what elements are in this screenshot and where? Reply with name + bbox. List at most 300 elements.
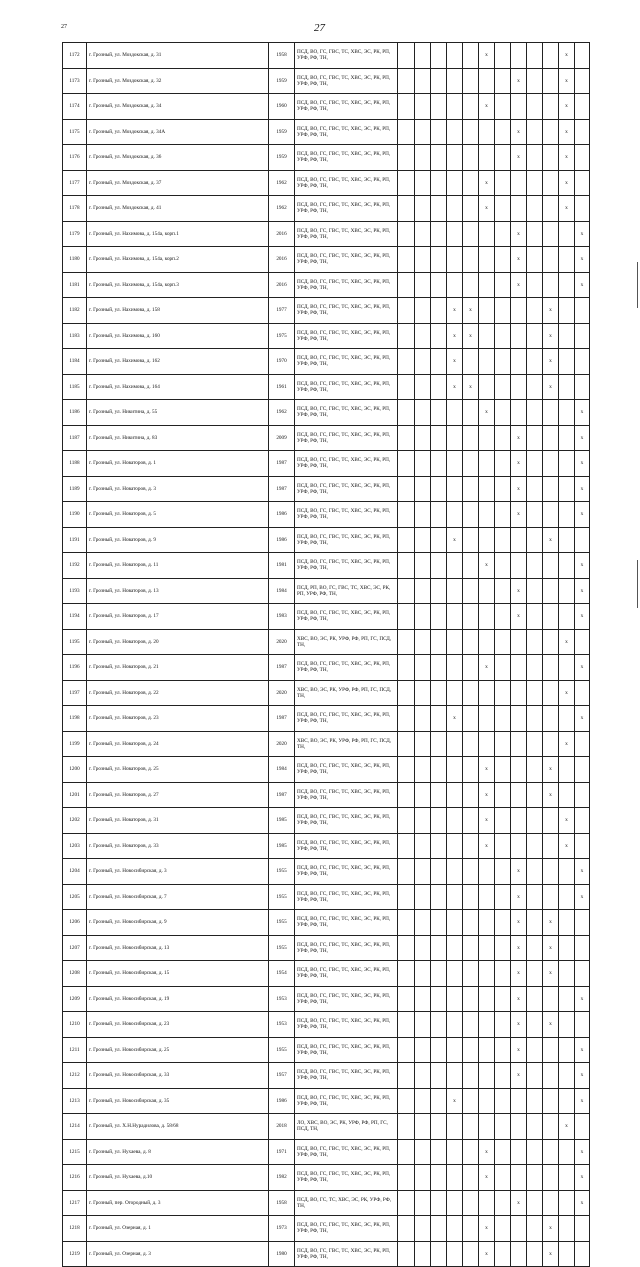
works-cell: ПСД, ВО, ГС, ГВС, ТС, ХВС, ЭС, РК, РП, УРФ, РФ, ТН, [295,757,398,783]
mark-cell [495,1114,511,1140]
mark-cell [398,578,415,604]
address-cell: г. Грозный, ул. Новаторов, д. 1 [87,451,269,477]
address-cell: г. Грозный, ул. Новосибирская, д. 13 [87,935,269,961]
mark-cell [431,757,447,783]
mark-cell [495,1165,511,1191]
works-cell: ПСД, ВО, ГС, ГВС, ТС, ХВС, ЭС, РК, РП, УРФ, РФ, ТН, [295,374,398,400]
mark-cell [415,553,431,579]
mark-cell [463,553,479,579]
mark-cell [398,629,415,655]
mark-cell [447,425,463,451]
mark-cell [543,986,559,1012]
mark-cell [559,655,575,681]
table-row [63,221,590,247]
mark-cell [527,400,543,426]
mark-cell [398,1241,415,1267]
mark-cell [575,1012,590,1038]
year-cell: 1959 [269,119,295,145]
year-cell: 1984 [269,578,295,604]
mark-cell [479,680,495,706]
year-cell: 2020 [269,680,295,706]
mark-cell [495,1216,511,1242]
mark-cell [447,94,463,120]
table-row [63,170,590,196]
mark-cell [479,349,495,375]
mark-cell: x [543,782,559,808]
mark-cell [495,808,511,834]
row-number: 1185 [63,374,87,400]
mark-cell [463,604,479,630]
mark-cell [463,1190,479,1216]
mark-cell [559,1088,575,1114]
mark-cell [495,374,511,400]
mark-cell [559,961,575,987]
row-number: 1198 [63,706,87,732]
mark-cell: x [543,910,559,936]
row-number: 1207 [63,935,87,961]
mark-cell [559,400,575,426]
mark-cell [463,1165,479,1191]
table-row [63,757,590,783]
table-row [63,425,590,451]
works-cell: ПСД, ВО, ГС, ГВС, ТС, ХВС, ЭС, РК, РП, УРФ, РФ, ТН, [295,1216,398,1242]
year-cell: 1975 [269,323,295,349]
mark-cell [527,1037,543,1063]
mark-cell [398,476,415,502]
mark-cell [398,782,415,808]
mark-cell [495,655,511,681]
mark-cell [415,731,431,757]
mark-cell [495,1139,511,1165]
mark-cell [463,527,479,553]
mark-cell [511,757,527,783]
mark-cell [511,43,527,69]
address-cell: г. Грозный, ул. Новаторов, д. 9 [87,527,269,553]
year-cell: 1973 [269,1216,295,1242]
mark-cell [447,1063,463,1089]
mark-cell [447,451,463,477]
year-cell: 1987 [269,706,295,732]
mark-cell [559,221,575,247]
mark-cell [479,1012,495,1038]
mark-cell: x [511,425,527,451]
table-row [63,451,590,477]
mark-cell [447,400,463,426]
mark-cell [479,476,495,502]
works-cell: ПСД, ВО, ГС, ГВС, ТС, ХВС, ЭС, РК, РП, УРФ, РФ, ТН, [295,221,398,247]
year-cell: 1955 [269,1037,295,1063]
mark-cell [479,629,495,655]
mark-cell [527,731,543,757]
mark-cell [431,986,447,1012]
mark-cell [463,935,479,961]
mark-cell [575,323,590,349]
mark-cell [447,1190,463,1216]
row-number: 1210 [63,1012,87,1038]
mark-cell: x [447,349,463,375]
mark-cell [463,170,479,196]
mark-cell: x [511,1037,527,1063]
row-number: 1192 [63,553,87,579]
mark-cell [415,1190,431,1216]
mark-cell [463,859,479,885]
address-cell: г. Грозный, ул. Нахимова, д. 164 [87,374,269,400]
works-cell: ПСД, ВО, ГС, ГВС, ТС, ХВС, ЭС, РК, РП, УРФ, РФ, ТН, [295,119,398,145]
mark-cell [447,1165,463,1191]
mark-cell [415,400,431,426]
mark-cell: x [559,1114,575,1140]
mark-cell [511,527,527,553]
mark-cell [431,527,447,553]
year-cell: 1985 [269,833,295,859]
mark-cell: x [575,578,590,604]
mark-cell [463,94,479,120]
mark-cell [527,1063,543,1089]
mark-cell [543,1037,559,1063]
table-row [63,680,590,706]
mark-cell: x [543,1216,559,1242]
table-row [63,196,590,222]
mark-cell [495,272,511,298]
mark-cell [511,196,527,222]
mark-cell [398,1037,415,1063]
mark-cell [447,476,463,502]
year-cell: 1961 [269,374,295,400]
mark-cell [511,1088,527,1114]
mark-cell [527,247,543,273]
mark-cell [463,757,479,783]
mark-cell [447,884,463,910]
row-number: 1181 [63,272,87,298]
year-cell: 1958 [269,43,295,69]
table-row [63,1139,590,1165]
mark-cell: x [511,604,527,630]
mark-cell [511,1114,527,1140]
year-cell: 1986 [269,527,295,553]
mark-cell [431,1139,447,1165]
mark-cell [559,1190,575,1216]
mark-cell: x [511,884,527,910]
mark-cell [543,553,559,579]
mark-cell [495,221,511,247]
mark-cell: x [575,1139,590,1165]
mark-cell: x [511,859,527,885]
year-cell: 1987 [269,782,295,808]
row-number: 1211 [63,1037,87,1063]
address-cell: г. Грозный, пер. Огородный, д. 3 [87,1190,269,1216]
table-row [63,808,590,834]
mark-cell [463,1088,479,1114]
mark-cell [543,884,559,910]
mark-cell [463,655,479,681]
mark-cell: x [479,196,495,222]
mark-cell [495,910,511,936]
year-cell: 2018 [269,1114,295,1140]
row-number: 1214 [63,1114,87,1140]
mark-cell [447,68,463,94]
table-row [63,298,590,324]
row-number: 1190 [63,502,87,528]
mark-cell [511,833,527,859]
mark-cell [463,1241,479,1267]
mark-cell [527,170,543,196]
page-edge-mark [637,560,638,608]
mark-cell [415,757,431,783]
row-number: 1175 [63,119,87,145]
mark-cell [447,553,463,579]
mark-cell: x [479,1165,495,1191]
mark-cell [415,604,431,630]
mark-cell: x [511,145,527,171]
mark-cell: x [575,604,590,630]
mark-cell [575,731,590,757]
address-cell: г. Грозный, ул. Моздокская, д. 31 [87,43,269,69]
mark-cell [527,808,543,834]
works-cell: ПСД, ВО, ГС, ГВС, ТС, ХВС, ЭС, РК, РП, УРФ, РФ, ТН, [295,1139,398,1165]
mark-cell [431,374,447,400]
mark-cell [447,808,463,834]
mark-cell: x [447,298,463,324]
address-cell: г. Грозный, ул. Никитина, д. 83 [87,425,269,451]
row-number: 1206 [63,910,87,936]
mark-cell [398,986,415,1012]
mark-cell [463,578,479,604]
page-edge-mark [637,262,638,308]
mark-cell: x [559,808,575,834]
mark-cell [447,833,463,859]
row-number: 1203 [63,833,87,859]
mark-cell: x [559,68,575,94]
mark-cell: x [575,986,590,1012]
mark-cell: x [479,1139,495,1165]
mark-cell [559,1241,575,1267]
mark-cell [415,1216,431,1242]
address-cell: г. Грозный, ул. Новаторов, д. 5 [87,502,269,528]
mark-cell [463,1037,479,1063]
row-number: 1178 [63,196,87,222]
mark-cell [527,578,543,604]
mark-cell [415,884,431,910]
mark-cell [431,476,447,502]
mark-cell [575,808,590,834]
mark-cell [415,1088,431,1114]
mark-cell [575,757,590,783]
mark-cell [575,1241,590,1267]
mark-cell [575,833,590,859]
address-cell: г. Грозный, ул. Нахимова, д. 160 [87,323,269,349]
mark-cell: x [479,782,495,808]
mark-cell [398,43,415,69]
mark-cell [559,553,575,579]
mark-cell [543,1063,559,1089]
address-cell: г. Грозный, ул. Моздокская, д. 41 [87,196,269,222]
table-row [63,400,590,426]
mark-cell [479,374,495,400]
row-number: 1177 [63,170,87,196]
mark-cell [447,196,463,222]
mark-cell: x [447,527,463,553]
mark-cell [559,1037,575,1063]
mark-cell [543,680,559,706]
works-cell: ЛО, ХВС, ВО, ЭС, РК, УРФ, РФ, РП, ГС, ПСД, ТН, [295,1114,398,1140]
works-cell: ПСД, ВО, ГС, ТС, ХВС, ЭС, РК, УРФ, РФ, ТН, [295,1190,398,1216]
year-cell: 2016 [269,247,295,273]
mark-cell [527,986,543,1012]
mark-cell [527,43,543,69]
mark-cell [431,910,447,936]
mark-cell [463,706,479,732]
mark-cell [527,349,543,375]
mark-cell [431,655,447,681]
table-row [63,1012,590,1038]
works-cell: ПСД, ВО, ГС, ГВС, ТС, ХВС, ЭС, РК, РП, УРФ, РФ, ТН, [295,1088,398,1114]
mark-cell [479,68,495,94]
mark-cell [398,502,415,528]
works-cell: ХВС, ВО, ЭС, РК, УРФ, РФ, РП, ГС, ПСД, ТН, [295,629,398,655]
mark-cell [415,323,431,349]
mark-cell: x [559,94,575,120]
row-number: 1218 [63,1216,87,1242]
mark-cell [447,1216,463,1242]
mark-cell [527,757,543,783]
mark-cell [479,527,495,553]
mark-cell [511,349,527,375]
mark-cell [415,247,431,273]
row-number: 1217 [63,1190,87,1216]
mark-cell [398,94,415,120]
mark-cell [527,1241,543,1267]
mark-cell [431,196,447,222]
table-row [63,706,590,732]
mark-cell [527,910,543,936]
mark-cell: x [543,961,559,987]
row-number: 1189 [63,476,87,502]
works-cell: ПСД, ВО, ГС, ГВС, ТС, ХВС, ЭС, РК, РП, УРФ, РФ, ТН, [295,272,398,298]
mark-cell [495,731,511,757]
mark-cell [575,680,590,706]
mark-cell: x [575,1037,590,1063]
mark-cell: x [559,196,575,222]
mark-cell [398,833,415,859]
works-cell: ПСД, ВО, ГС, ГВС, ТС, ХВС, ЭС, РК, РП, УРФ, РФ, ТН, [295,323,398,349]
mark-cell [543,145,559,171]
mark-cell [559,884,575,910]
mark-cell [398,1165,415,1191]
mark-cell [398,527,415,553]
year-cell: 1955 [269,884,295,910]
mark-cell: x [479,655,495,681]
row-number: 1199 [63,731,87,757]
mark-cell [511,1216,527,1242]
row-number: 1195 [63,629,87,655]
row-number: 1184 [63,349,87,375]
mark-cell [447,578,463,604]
mark-cell: x [511,502,527,528]
mark-cell [463,782,479,808]
mark-cell: x [543,323,559,349]
mark-cell: x [447,323,463,349]
mark-cell [495,451,511,477]
mark-cell [559,604,575,630]
mark-cell [431,1241,447,1267]
year-cell: 1971 [269,1139,295,1165]
mark-cell [463,272,479,298]
works-cell: ПСД, ВО, ГС, ГВС, ТС, ХВС, ЭС, РК, РП, УРФ, РФ, ТН, [295,935,398,961]
address-cell: г. Грозный, ул. Новосибирская, д. 19 [87,986,269,1012]
mark-cell [431,884,447,910]
mark-cell [543,655,559,681]
year-cell: 1986 [269,502,295,528]
table-row [63,731,590,757]
mark-cell [575,935,590,961]
mark-cell [543,425,559,451]
mark-cell [559,323,575,349]
row-number: 1213 [63,1088,87,1114]
mark-cell [415,680,431,706]
year-cell: 1970 [269,349,295,375]
mark-cell [527,629,543,655]
mark-cell [463,884,479,910]
mark-cell [575,170,590,196]
year-cell: 2016 [269,221,295,247]
mark-cell [527,502,543,528]
row-number: 1187 [63,425,87,451]
works-cell: ПСД, ВО, ГС, ГВС, ТС, ХВС, ЭС, РК, РП, УРФ, РФ, ТН, [295,43,398,69]
table-row [63,833,590,859]
mark-cell [431,782,447,808]
mark-cell [543,502,559,528]
table-row [63,553,590,579]
mark-cell [479,1114,495,1140]
mark-cell [543,400,559,426]
mark-cell [415,782,431,808]
row-number: 1219 [63,1241,87,1267]
mark-cell [463,247,479,273]
table-row [63,476,590,502]
mark-cell [495,884,511,910]
mark-cell [495,196,511,222]
mark-cell [495,145,511,171]
table-row [63,935,590,961]
mark-cell [431,1190,447,1216]
year-cell: 1987 [269,476,295,502]
mark-cell [415,94,431,120]
mark-cell: x [575,247,590,273]
works-cell: ПСД, ВО, ГС, ГВС, ТС, ХВС, ЭС, РК, РП, УРФ, РФ, ТН, [295,782,398,808]
mark-cell [495,833,511,859]
mark-cell [398,1012,415,1038]
mark-cell [398,1190,415,1216]
mark-cell [431,119,447,145]
mark-cell [495,1241,511,1267]
mark-cell [431,706,447,732]
row-number: 1182 [63,298,87,324]
works-cell: ПСД, ВО, ГС, ГВС, ТС, ХВС, ЭС, РК, РП, УРФ, РФ, ТН, [295,196,398,222]
works-cell: ПСД, ВО, ГС, ГВС, ТС, ХВС, ЭС, РК, РП, УРФ, РФ, ТН, [295,68,398,94]
mark-cell [559,476,575,502]
mark-cell [559,1165,575,1191]
address-cell: г. Грозный, ул. Нахимова, д. 158 [87,298,269,324]
mark-cell [495,94,511,120]
year-cell: 2020 [269,629,295,655]
mark-cell [543,119,559,145]
mark-cell [398,451,415,477]
housing-table [62,42,590,1267]
works-cell: ПСД, ВО, ГС, ГВС, ТС, ХВС, ЭС, РК, РП, УРФ, РФ, ТН, [295,247,398,273]
mark-cell [431,68,447,94]
mark-cell [543,706,559,732]
mark-cell [527,1114,543,1140]
